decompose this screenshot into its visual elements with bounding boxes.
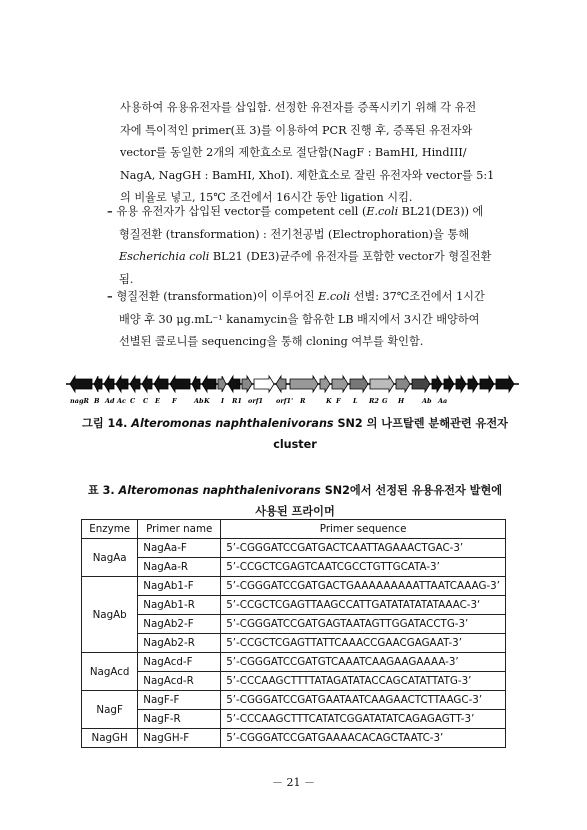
primer-name-cell: NagAb1-R <box>138 596 221 615</box>
gene-arrow <box>276 376 286 392</box>
primer-sequence-cell: 5’-CGGGATCCGATGAAAACACAGCTAATC-3’ <box>221 729 506 748</box>
gene-label: Ab <box>422 397 432 405</box>
bullet-item-1 <box>116 200 530 291</box>
gene-label: F <box>172 397 177 405</box>
gene-arrow <box>412 376 430 392</box>
table-row <box>82 596 506 615</box>
text-run: 유용 유전자가 삽입된 vector를 competent cell ( <box>116 205 367 218</box>
primer-sequence-cell: 5’-CCCAAGCTTTCATATCGGATATATCAGAGAGTT-3’ <box>221 710 506 729</box>
gene-arrow <box>218 376 226 392</box>
primer-name-cell: NagAa-F <box>138 539 221 558</box>
primer-sequence-cell: 5’-CGGGATCCGATGTCAAATCAAGAAGAAAA-3’ <box>221 653 506 672</box>
body-paragraph-1 <box>120 97 518 210</box>
header-primer-sequence: Primer sequence <box>221 520 506 539</box>
gene-label: R1 <box>232 397 242 405</box>
primer-sequence-cell: 5’-CCGCTCGAGTCAATCGCCTGTTGCATA-3’ <box>221 558 506 577</box>
primer-name-cell: NagAb2-F <box>138 615 221 634</box>
gene-arrow <box>432 376 442 392</box>
bullet-line <box>119 246 530 269</box>
table-row <box>82 672 506 691</box>
bullet-line <box>116 200 530 224</box>
bullet-item-2 <box>116 285 530 354</box>
paragraph-line: 의 비율로 넣고, 15℃ 조건에서 16시간 동안 ligation 시킴. <box>120 191 413 205</box>
italic-text: Escherichia coli <box>119 250 210 264</box>
header-enzyme: Enzyme <box>82 520 138 539</box>
header-primer-name: Primer name <box>138 520 221 539</box>
table-row <box>82 710 506 729</box>
gene-arrow <box>396 376 410 392</box>
primer-name-cell: NagAb1-F <box>138 577 221 596</box>
primer-name-cell: NagAcd-R <box>138 672 221 691</box>
enzyme-cell: NagAcd <box>82 653 138 691</box>
primer-sequence-cell: 5’-CCCAAGCTTTTATAGATATACCAGCATATTATG-3’ <box>221 672 506 691</box>
table-row <box>82 577 506 596</box>
gene-label: Ab <box>194 397 204 405</box>
paragraph-line: 자에 특이적인 primer(표 3)를 이용하여 PCR 진행 후, 증폭된 유전자와 <box>120 123 473 137</box>
gene-label: R <box>300 397 306 405</box>
table-row <box>82 691 506 710</box>
gene-label: B <box>94 397 100 405</box>
gene-label: Ad <box>105 397 115 405</box>
table-row <box>82 615 506 634</box>
gene-arrow <box>192 376 200 392</box>
table-row <box>82 558 506 577</box>
primer-sequence-cell: 5’-CCGCTCGAGTTAAGCCATTGATATATATATAAAC-3‘ <box>221 596 506 615</box>
text-run: 형질전환 (transformation)이 이루어진 <box>116 290 319 303</box>
gene-arrow <box>170 376 190 392</box>
primer-sequence-cell: 5’-CGGGATCCGATGAATAATCAAGAACTCTTAAGC-3’ <box>221 691 506 710</box>
italic-text: E.coli <box>366 205 399 218</box>
table-3-caption <box>60 480 530 522</box>
gene-label: G <box>382 397 388 405</box>
enzyme-cell: NagAa <box>82 539 138 577</box>
paragraph-line: 사용하여 유용유전자를 삽입함. 선정한 유전자를 증폭시키기 위해 각 유전 <box>120 101 477 114</box>
caption-prefix: 표 3. <box>87 484 119 497</box>
caption-prefix: 그림 14. <box>82 417 132 430</box>
gene-arrow <box>456 376 466 392</box>
gene-label: I <box>221 397 225 405</box>
primer-name-cell: NagGH-F <box>138 729 221 748</box>
gene-arrow <box>496 376 514 392</box>
gene-arrow <box>468 376 478 392</box>
gene-arrow <box>228 376 240 392</box>
species-name: Alteromonas naphthalenivorans <box>131 417 334 430</box>
bullet-line: 배양 후 30 μg.mL⁻¹ kanamycin을 함유한 LB 배지에서 3시간 배양하여 <box>119 312 480 326</box>
italic-text: E.coli <box>318 290 351 303</box>
bullet-line <box>116 285 530 309</box>
gene-arrow <box>444 376 454 392</box>
gene-arrow <box>154 376 168 392</box>
gene-label: F <box>336 397 341 405</box>
gene-arrow <box>202 376 216 392</box>
gene-arrow <box>332 376 348 392</box>
enzyme-cell: NagF <box>82 691 138 729</box>
paragraph-line: vector를 동일한 2개의 제한효소로 절단함(NagF : BamHI, HindIII/ <box>120 146 467 160</box>
table-row <box>82 634 506 653</box>
text-run: 선별: 37℃조건에서 1시간 <box>350 290 485 303</box>
gene-arrow <box>480 376 494 392</box>
primer-name-cell: NagAcd-F <box>138 653 221 672</box>
gene-arrow <box>116 376 128 392</box>
primer-sequence-cell: 5’-CGGGATCCGATGAGTAATAGTTGGATACCTG-3’ <box>221 615 506 634</box>
gene-arrow <box>254 376 274 392</box>
primer-table <box>81 519 506 748</box>
caption-line <box>60 413 530 434</box>
primer-sequence-cell: 5’-CCGCTCGAGTTATTCAAACCGAACGAGAAT-3’ <box>221 634 506 653</box>
primer-name-cell: NagAa-R <box>138 558 221 577</box>
bullet-line: 선별된 콜로니를 sequencing을 통해 cloning 여부를 확인함. <box>119 335 424 349</box>
table-row <box>82 729 506 748</box>
caption-line-2: 사용된 프라이머 <box>255 505 335 518</box>
primer-name-cell: NagF-R <box>138 710 221 729</box>
gene-label: H <box>398 397 405 405</box>
species-name: Alteromonas naphthalenivorans <box>118 484 321 497</box>
caption-line <box>60 480 530 501</box>
primer-sequence-cell: 5’-CGGGATCCGATGACTGAAAAAAAAATTAATCAAAG-3’ <box>221 577 506 596</box>
gene-label: orf1' <box>276 397 294 405</box>
gene-label: R2 <box>369 397 379 405</box>
gene-label: nagR <box>70 397 89 405</box>
gene-label: E <box>155 397 160 405</box>
gene-label: C <box>143 397 149 405</box>
gene-arrow <box>70 376 92 392</box>
gene-arrow <box>142 376 152 392</box>
gene-arrow <box>130 376 140 392</box>
gene-label: orf1 <box>248 397 264 405</box>
primer-name-cell: NagF-F <box>138 691 221 710</box>
gene-arrow <box>94 376 102 392</box>
caption-suffix: SN2에서 선정된 유용유전자 발현에 <box>320 484 503 497</box>
gene-arrow <box>104 376 114 392</box>
page-number: － 21 － <box>272 776 315 789</box>
bullet-line: 형질전환 (transformation) : 전기천공법 (Electrophoration)을 통해 <box>119 227 470 241</box>
paragraph-line: NagA, NagGH : BamHI, XhoI). 제한효소로 잘린 유전자와 vector를 5:1 <box>120 168 495 182</box>
gene-arrow <box>350 376 368 392</box>
text-run: BL21(DE3)) 에 <box>398 205 484 218</box>
gene-label: K <box>204 397 210 405</box>
table-row <box>82 539 506 558</box>
gene-cluster-map <box>64 364 521 410</box>
figure-14-caption <box>60 413 530 455</box>
gene-arrow <box>242 376 252 392</box>
gene-arrow <box>320 376 330 392</box>
gene-label: Aa <box>438 397 448 405</box>
enzyme-cell: NagAb <box>82 577 138 653</box>
gene-arrow <box>290 376 318 392</box>
gene-label: C <box>130 397 136 405</box>
caption-line-2: cluster <box>273 438 317 451</box>
primer-sequence-cell: 5’-CGGGATCCGATGACTCAATTAGAAACTGAC-3’ <box>221 539 506 558</box>
table-row <box>82 653 506 672</box>
gene-arrow <box>370 376 394 392</box>
gene-label: L <box>353 397 358 405</box>
gene-label: Ac <box>117 397 127 405</box>
gene-label: K <box>326 397 332 405</box>
caption-suffix: SN2 의 나프탈렌 분해관련 유전자 <box>333 417 508 430</box>
bullet-line: 됨. <box>119 272 134 286</box>
table-header-row <box>82 520 506 539</box>
primer-name-cell: NagAb2-R <box>138 634 221 653</box>
enzyme-cell: NagGH <box>82 729 138 748</box>
text-run: BL21 (DE3)균주에 유전자를 포함한 vector가 형질전환 <box>209 250 492 264</box>
